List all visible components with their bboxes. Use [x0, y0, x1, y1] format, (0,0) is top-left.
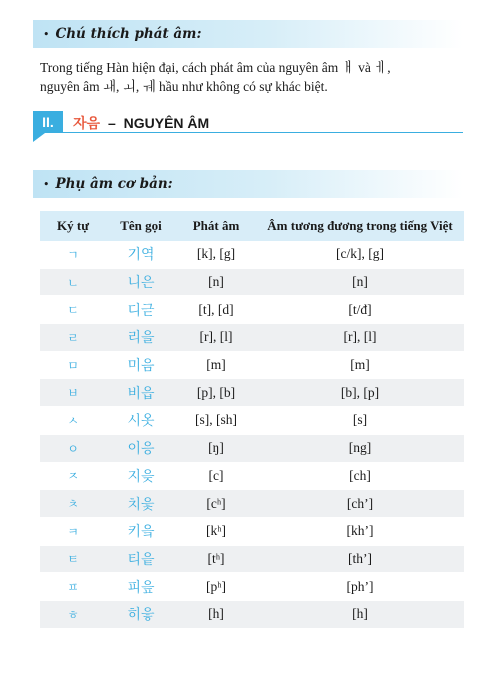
cell-vietnamese: [ng]	[256, 434, 464, 462]
cell-name: 히읗	[106, 600, 176, 628]
cell-vietnamese: [n]	[256, 268, 464, 296]
table-header-row	[40, 211, 464, 241]
table-body	[40, 241, 464, 628]
cell-vietnamese: [m]	[256, 351, 464, 379]
cell-character: ㄷ	[40, 296, 106, 324]
cell-vietnamese: [h]	[256, 600, 464, 628]
table-row	[40, 517, 464, 545]
table-row	[40, 268, 464, 296]
note-title: Chú thích phát âm:	[55, 26, 202, 42]
cell-pronunciation: [r], [l]	[176, 324, 256, 352]
cell-name: 디귿	[106, 296, 176, 324]
cell-name: 치읓	[106, 490, 176, 518]
cell-name: 피읖	[106, 573, 176, 601]
section-header	[33, 111, 463, 143]
section-title-vietnamese: NGUYÊN ÂM	[123, 115, 210, 131]
cell-pronunciation: [n]	[176, 268, 256, 296]
cell-character: ㅁ	[40, 351, 106, 379]
cell-pronunciation: [t], [d]	[176, 296, 256, 324]
cell-character: ㅌ	[40, 545, 106, 573]
cell-name: 니은	[106, 268, 176, 296]
cell-character: ㄱ	[40, 241, 106, 268]
section-title-dash: –	[107, 115, 116, 131]
cell-vietnamese: [b], [p]	[256, 379, 464, 407]
cell-name: 비읍	[106, 379, 176, 407]
cell-pronunciation: [cʰ]	[176, 490, 256, 518]
cell-character: ㅍ	[40, 573, 106, 601]
cell-pronunciation: [h]	[176, 600, 256, 628]
cell-vietnamese: [kh’]	[256, 517, 464, 545]
cell-vietnamese: [t/đ]	[256, 296, 464, 324]
subsection-bullet: •	[43, 177, 50, 191]
note-line-2: nguyên âm ㅙ, ㅚ, ㅞ hầu như không có sự khác biệt.	[40, 79, 328, 94]
cell-name: 키읔	[106, 517, 176, 545]
cell-pronunciation: [p], [b]	[176, 379, 256, 407]
note-paragraph	[40, 58, 460, 96]
cell-character: ㅂ	[40, 379, 106, 407]
cell-vietnamese: [c/k], [g]	[256, 241, 464, 268]
cell-vietnamese: [ph’]	[256, 573, 464, 601]
cell-name: 리을	[106, 324, 176, 352]
cell-name: 티읕	[106, 545, 176, 573]
note-bullet: •	[43, 27, 50, 41]
section-title	[73, 113, 209, 133]
cell-character: ㅇ	[40, 434, 106, 462]
header-name: Tên gọi	[106, 211, 176, 241]
consonant-table	[40, 211, 464, 629]
table-row	[40, 241, 464, 268]
table-row	[40, 462, 464, 490]
cell-vietnamese: [ch’]	[256, 490, 464, 518]
cell-pronunciation: [ŋ]	[176, 434, 256, 462]
table-row	[40, 407, 464, 435]
table-row	[40, 600, 464, 628]
table-row	[40, 296, 464, 324]
cell-character: ㅎ	[40, 600, 106, 628]
header-vietnamese-equivalent: Âm tương đương trong tiếng Việt	[256, 211, 464, 241]
cell-pronunciation: [s], [sh]	[176, 407, 256, 435]
cell-vietnamese: [ch]	[256, 462, 464, 490]
section-number-tail	[33, 133, 45, 142]
cell-pronunciation: [tʰ]	[176, 545, 256, 573]
header-pronunciation: Phát âm	[176, 211, 256, 241]
table-row	[40, 490, 464, 518]
subsection-title: Phụ âm cơ bản:	[55, 176, 173, 192]
cell-character: ㅋ	[40, 517, 106, 545]
cell-pronunciation: [m]	[176, 351, 256, 379]
section-number: II.	[33, 111, 63, 133]
cell-vietnamese: [th’]	[256, 545, 464, 573]
table-row	[40, 434, 464, 462]
cell-name: 지읒	[106, 462, 176, 490]
note-line-1: Trong tiếng Hàn hiện đại, cách phát âm của nguyên âm ㅐ và ㅔ,	[40, 60, 391, 75]
cell-character: ㄴ	[40, 268, 106, 296]
cell-name: 미음	[106, 351, 176, 379]
cell-name: 기역	[106, 241, 176, 268]
basic-consonants-banner	[33, 170, 463, 198]
table-row	[40, 351, 464, 379]
table-row	[40, 324, 464, 352]
cell-pronunciation: [kʰ]	[176, 517, 256, 545]
cell-character: ㅈ	[40, 462, 106, 490]
pronunciation-note-banner	[33, 20, 463, 48]
table-row	[40, 545, 464, 573]
cell-character: ㅅ	[40, 407, 106, 435]
cell-vietnamese: [s]	[256, 407, 464, 435]
table-row	[40, 379, 464, 407]
cell-name: 시옷	[106, 407, 176, 435]
cell-vietnamese: [r], [l]	[256, 324, 464, 352]
cell-name: 이응	[106, 434, 176, 462]
section-title-korean: 자음	[73, 115, 101, 131]
header-character: Ký tự	[40, 211, 106, 241]
table-row	[40, 573, 464, 601]
cell-character: ㄹ	[40, 324, 106, 352]
cell-pronunciation: [k], [g]	[176, 241, 256, 268]
cell-pronunciation: [pʰ]	[176, 573, 256, 601]
cell-character: ㅊ	[40, 490, 106, 518]
cell-pronunciation: [c]	[176, 462, 256, 490]
